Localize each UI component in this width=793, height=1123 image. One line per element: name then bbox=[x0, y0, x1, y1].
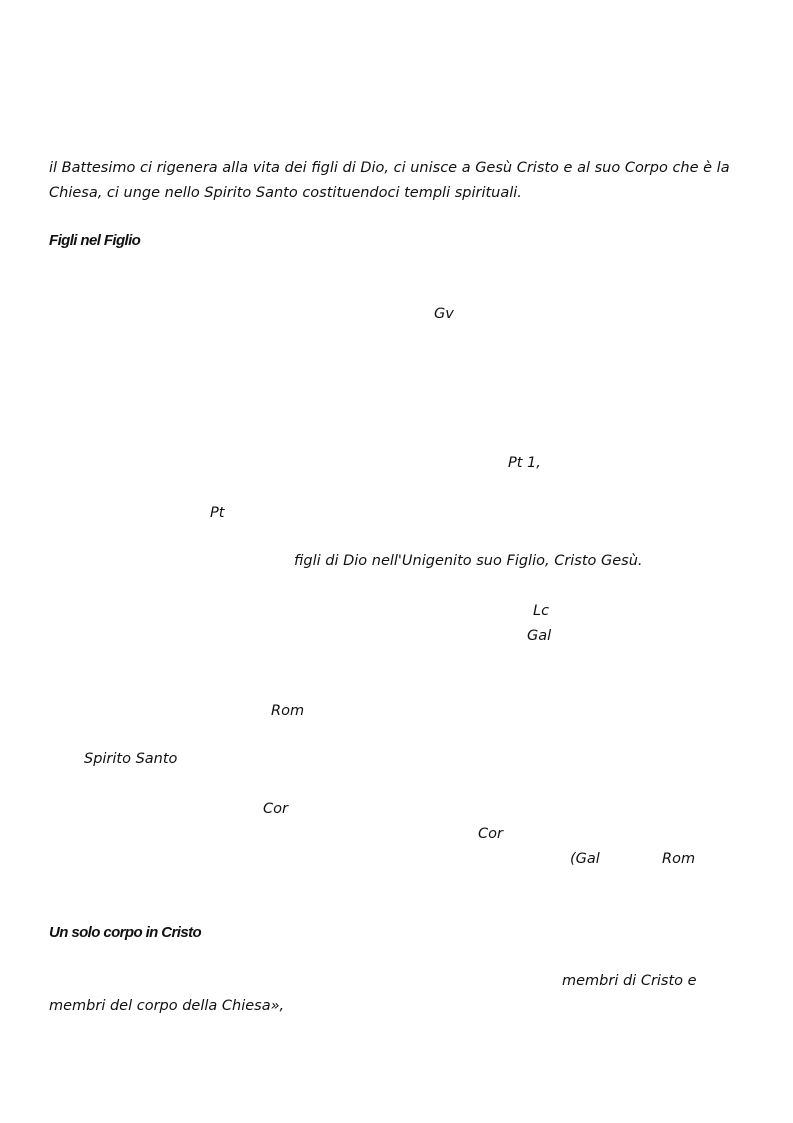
reference-gv: Gv bbox=[434, 306, 454, 322]
reference-gal: (Gal bbox=[570, 851, 600, 867]
reference-pt-1: Pt 1, bbox=[508, 455, 541, 471]
reference-cor: Cor bbox=[263, 801, 288, 817]
reference-pt: Pt bbox=[210, 505, 225, 521]
reference-gal: Gal bbox=[527, 628, 552, 644]
section-heading-un-solo-corpo: Un solo corpo in Cristo bbox=[49, 924, 202, 941]
section-heading-figli-nel-figlio: Figli nel Figlio bbox=[49, 232, 141, 249]
intro-line-2: Chiesa, ci unge nello Spirito Santo costituendoci templi spirituali. bbox=[49, 185, 522, 201]
reference-rom: Rom bbox=[662, 851, 696, 867]
text-membri-del-corpo: membri del corpo della Chiesa», bbox=[49, 998, 285, 1014]
text-spirito-santo: Spirito Santo bbox=[84, 751, 178, 767]
reference-cor: Cor bbox=[478, 826, 503, 842]
text-membri-di-cristo: membri di Cristo e bbox=[562, 973, 697, 989]
reference-lc: Lc bbox=[533, 603, 550, 619]
intro-line-1: il Battesimo ci rigenera alla vita dei figli di Dio, ci unisce a Gesù Cristo e al suo Corpo che è la bbox=[49, 160, 730, 176]
text-figli-di-dio: figli di Dio nell'Unigenito suo Figlio, Cristo Gesù. bbox=[294, 553, 643, 569]
reference-rom: Rom bbox=[271, 703, 305, 719]
